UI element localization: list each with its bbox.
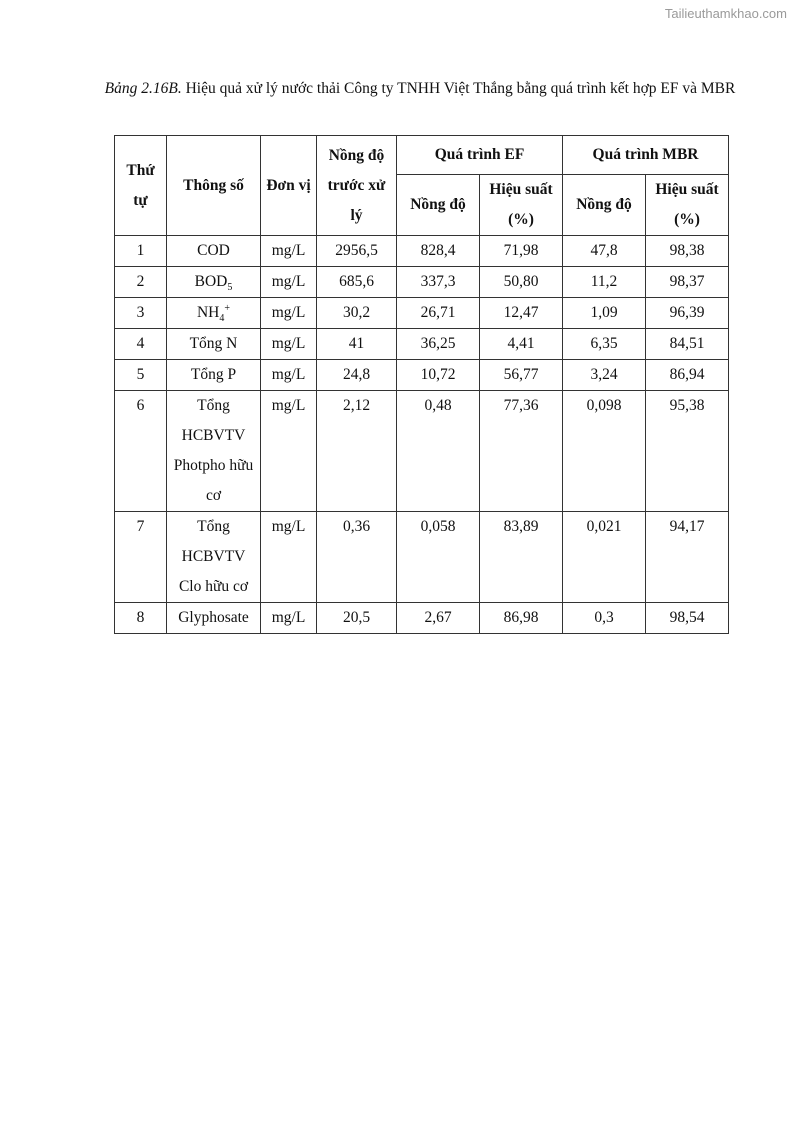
table-row <box>115 236 729 267</box>
unit-cell: mg/L <box>261 603 317 634</box>
initial-concentration-cell: 41 <box>317 329 397 360</box>
parameter-name: Tổng N <box>189 335 238 352</box>
mbr-concentration-cell: 0,098 <box>563 391 646 512</box>
mbr-efficiency-cell: 98,38 <box>646 236 729 267</box>
mbr-concentration-cell: 1,09 <box>563 298 646 329</box>
header-unit: Đơn vị <box>261 136 317 236</box>
parameter-name: Tổng P <box>190 366 237 383</box>
table-body <box>115 236 729 634</box>
header-mbr-efficiency: Hiệu suất (%) <box>646 175 729 236</box>
parameter-cell <box>167 603 261 634</box>
row-number-cell: 8 <box>115 603 167 634</box>
parameter-cell <box>167 512 261 603</box>
header-parameter: Thông số <box>167 136 261 236</box>
ef-efficiency-cell: 12,47 <box>480 298 563 329</box>
unit-cell: mg/L <box>261 391 317 512</box>
ef-concentration-cell: 26,71 <box>397 298 480 329</box>
ef-concentration-cell: 10,72 <box>397 360 480 391</box>
parameter-subscript: 5 <box>227 282 233 294</box>
ef-concentration-cell: 2,67 <box>397 603 480 634</box>
row-number-cell: 1 <box>115 236 167 267</box>
header-stt: Thứ tự <box>115 136 167 236</box>
initial-concentration-cell: 20,5 <box>317 603 397 634</box>
header-initial-concentration: Nồng độ trước xử lý <box>317 136 397 236</box>
row-number-cell: 3 <box>115 298 167 329</box>
unit-cell: mg/L <box>261 360 317 391</box>
parameter-superscript: + <box>224 302 231 314</box>
ef-concentration-cell: 0,48 <box>397 391 480 512</box>
row-number-cell: 2 <box>115 267 167 298</box>
initial-concentration-cell: 24,8 <box>317 360 397 391</box>
mbr-efficiency-cell: 96,39 <box>646 298 729 329</box>
initial-concentration-cell: 0,36 <box>317 512 397 603</box>
header-mbr-process: Quá trình MBR <box>563 136 729 175</box>
ef-efficiency-cell: 77,36 <box>480 391 563 512</box>
unit-cell: mg/L <box>261 236 317 267</box>
mbr-concentration-cell: 11,2 <box>563 267 646 298</box>
header-mbr-concentration: Nồng độ <box>563 175 646 236</box>
parameter-cell <box>167 360 261 391</box>
parameter-name: NH <box>196 304 220 321</box>
mbr-concentration-cell: 47,8 <box>563 236 646 267</box>
header-ef-concentration: Nồng độ <box>397 175 480 236</box>
parameter-cell <box>167 267 261 298</box>
mbr-concentration-cell: 0,021 <box>563 512 646 603</box>
table-row <box>115 512 729 603</box>
header-ef-efficiency: Hiệu suất (%) <box>480 175 563 236</box>
unit-cell: mg/L <box>261 329 317 360</box>
ef-efficiency-cell: 50,80 <box>480 267 563 298</box>
mbr-efficiency-cell: 98,37 <box>646 267 729 298</box>
mbr-efficiency-cell: 84,51 <box>646 329 729 360</box>
unit-cell: mg/L <box>261 267 317 298</box>
initial-concentration-cell: 2,12 <box>317 391 397 512</box>
parameter-cell <box>167 391 261 512</box>
parameter-subscript: 4 <box>219 313 225 325</box>
parameter-name: Tổng HCBVTV Clo hữu cơ <box>178 518 249 595</box>
ef-concentration-cell: 828,4 <box>397 236 480 267</box>
mbr-efficiency-cell: 98,54 <box>646 603 729 634</box>
parameter-name: COD <box>197 242 230 259</box>
unit-cell: mg/L <box>261 298 317 329</box>
parameter-cell <box>167 329 261 360</box>
table-row <box>115 391 729 512</box>
table-row <box>115 329 729 360</box>
ef-efficiency-cell: 56,77 <box>480 360 563 391</box>
efficiency-table <box>114 135 729 634</box>
row-number-cell: 5 <box>115 360 167 391</box>
mbr-efficiency-cell: 86,94 <box>646 360 729 391</box>
mbr-concentration-cell: 3,24 <box>563 360 646 391</box>
initial-concentration-cell: 685,6 <box>317 267 397 298</box>
table-row <box>115 267 729 298</box>
table-caption <box>100 76 740 102</box>
mbr-efficiency-cell: 95,38 <box>646 391 729 512</box>
ef-concentration-cell: 337,3 <box>397 267 480 298</box>
ef-concentration-cell: 0,058 <box>397 512 480 603</box>
table-row <box>115 360 729 391</box>
table-row <box>115 298 729 329</box>
mbr-concentration-cell: 0,3 <box>563 603 646 634</box>
ef-efficiency-cell: 86,98 <box>480 603 563 634</box>
unit-cell: mg/L <box>261 512 317 603</box>
parameter-cell <box>167 298 261 329</box>
parameter-cell <box>167 236 261 267</box>
parameter-name: Tổng HCBVTV Photpho hữu cơ <box>173 397 254 504</box>
parameter-name: Glyphosate <box>178 609 249 626</box>
row-number-cell: 4 <box>115 329 167 360</box>
table-row <box>115 603 729 634</box>
caption-label: Bảng 2.16B. <box>104 80 182 97</box>
row-number-cell: 7 <box>115 512 167 603</box>
mbr-concentration-cell: 6,35 <box>563 329 646 360</box>
ef-concentration-cell: 36,25 <box>397 329 480 360</box>
initial-concentration-cell: 2956,5 <box>317 236 397 267</box>
ef-efficiency-cell: 4,41 <box>480 329 563 360</box>
mbr-efficiency-cell: 94,17 <box>646 512 729 603</box>
header-ef-process: Quá trình EF <box>397 136 563 175</box>
initial-concentration-cell: 30,2 <box>317 298 397 329</box>
ef-efficiency-cell: 83,89 <box>480 512 563 603</box>
watermark: Tailieuthamkhao.com <box>664 6 787 21</box>
row-number-cell: 6 <box>115 391 167 512</box>
ef-efficiency-cell: 71,98 <box>480 236 563 267</box>
parameter-name: BOD <box>194 273 228 290</box>
caption-text: Hiệu quả xử lý nước thải Công ty TNHH Việt Thắng bằng quá trình kết hợp EF và MBR <box>185 80 736 97</box>
